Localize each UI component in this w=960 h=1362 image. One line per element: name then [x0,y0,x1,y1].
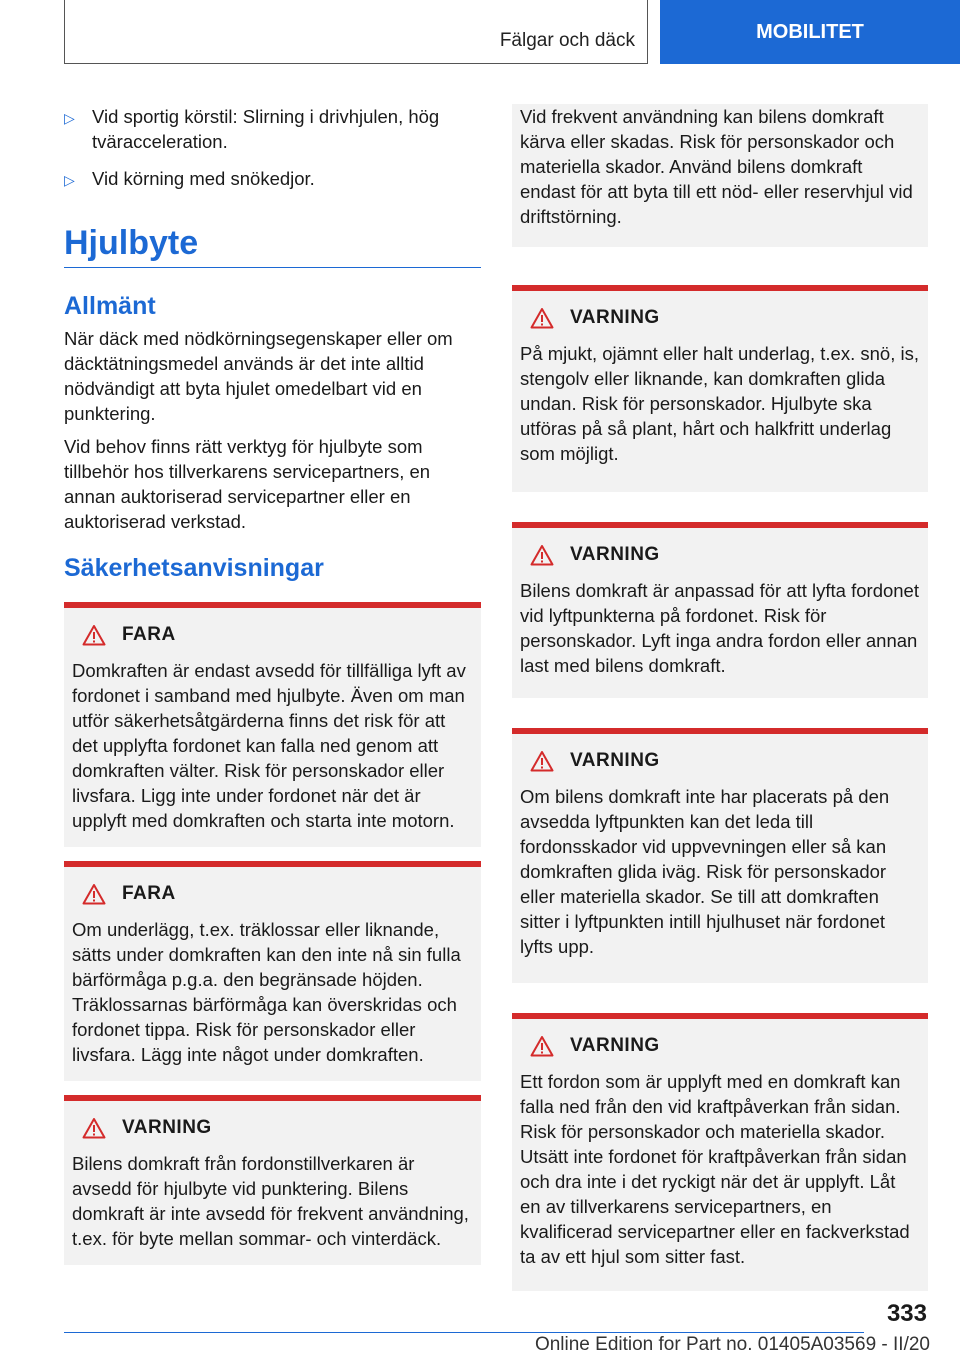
header-section-title: Fälgar och däck [499,30,635,51]
list-item [64,104,481,154]
box-title: VARNING [570,1035,660,1056]
box-text: Bilens domkraft är anpassad för att lyfta fordonet vid lyftpunkterna på fordonet. Risk för personskador. Lyft inga andra fordon eller annan last med bilens domkraft. [520,580,919,676]
box-text: Om bilens domkraft inte har placerats på den avsedda lyftpunkten kan det leda till fordonsskador vid uppvevningen eller så kan domkraften glida iväg. Risk för personskador eller materiella skador. Se till att domkraften sitter i lyftpunkten intill hjulhuset när fordonet lyfts upp. [520,786,890,957]
box-text: Domkraften är endast avsedd för tillfälliga lyft av fordonet i samband med hjulbyte. Även om man utför säkerhetsåtgärderna finns det risk för att det upplyfta fordonet kan falla ned genom att domkraften välter. Risk för personskador eller livsfara. Ligg inte under fordonet när det är upplyft med domkraften och starta inte motorn. [72,660,466,831]
general-paragraph: Vid behov finns rätt verktyg för hjulbyte som tillbehör hos tillverkarens servicepartners, en annan auktoriserad servicepartner eller en auktoriserad verkstad. [64,436,431,532]
danger-box [64,602,481,847]
warning-triangle-icon [530,1035,554,1057]
warning-triangle-icon [530,544,554,566]
warning-box [64,1095,481,1265]
section-heading: Hjulbyte [64,223,481,268]
box-text: Vid frekvent användning kan bilens domkraft kärva eller skadas. Risk för personskador och materiella skador. Använd bilens domkraft endast för att byta till ett nöd- eller reservhjul vid driftstörning. [520,106,913,227]
box-title: FARA [122,883,176,904]
warning-box [512,285,928,492]
box-title: VARNING [570,307,660,328]
box-title: VARNING [570,750,660,771]
subsection-heading-general: Allmänt [64,292,156,320]
warning-triangle-icon [530,750,554,772]
box-title: VARNING [570,544,660,565]
warning-triangle-icon [530,307,554,329]
header-chapter-tab[interactable]: MOBILITET [660,0,960,64]
left-column [64,104,481,1279]
general-paragraph: När däck med nödkörningsegenskaper eller om däcktätningsmedel används är det inte alltid nödvändigt att byta hjulet omedelbart vid en punktering. [64,328,453,424]
box-title: VARNING [122,1117,212,1138]
warning-box [512,522,928,698]
right-column [512,104,928,1305]
footer-edition: Online Edition for Part no. 01405A03569 - II/20 [534,1334,930,1355]
danger-box [64,861,481,1081]
warning-triangle-icon [82,883,106,905]
box-text: Ett fordon som är upplyft med en domkraft kan falla ned från den vid kraftpåverkan från sidan. Risk för personskador och materiella skador. Utsätt inte fordonet för kraftpåverkan från sidan och dra inte i det ryckigt när det är upplyft. Låt en av tillverkarens servicepartners, en kvalificerad servicepartner eller en fackverkstad ta av ett hjul som sitter fast. [520,1071,910,1267]
triangle-bullet-icon: ▷ [64,110,75,126]
triangle-bullet-icon: ▷ [64,172,75,188]
warning-triangle-icon [82,1117,106,1139]
box-text: På mjukt, ojämnt eller halt underlag, t.ex. snö, is, stengolv eller liknande, kan domkraften glida undan. Risk för personskador. Hjulbyte ska utföras på så plant, hårt och halkfritt underlag som möjligt. [520,343,919,464]
list-item-text: Vid sportig körstil: Slirning i drivhjulen, hög tväracceleration. [92,106,440,152]
box-title: FARA [122,624,176,645]
warning-box [512,1013,928,1291]
box-text: Om underlägg, t.ex. träklossar eller liknande, sätts under domkraften kan den inte nå sin fulla bärförmåga p.g.a. den begränsade höjden. Träklossarnas bärförmåga kan överskridas och fordonet tippa. Risk för personskador eller livsfara. Lägg inte något under domkraften. [72,919,461,1065]
list-item-text: Vid körning med snökedjor. [92,168,315,189]
warning-box [512,728,928,983]
warning-triangle-icon [82,624,106,646]
warning-box-continued [512,104,928,247]
page-number: 333 [886,1300,927,1327]
box-text: Bilens domkraft från fordonstillverkaren är avsedd för hjulbyte vid punktering. Bilens domkraft är inte avsedd för frekvent användning, t.ex. för byte mellan sommar- och vinterdäck. [72,1153,469,1249]
footer-divider [64,1332,864,1333]
subsection-heading-safety: Säkerhetsanvisningar [64,554,324,582]
list-item [64,166,481,193]
